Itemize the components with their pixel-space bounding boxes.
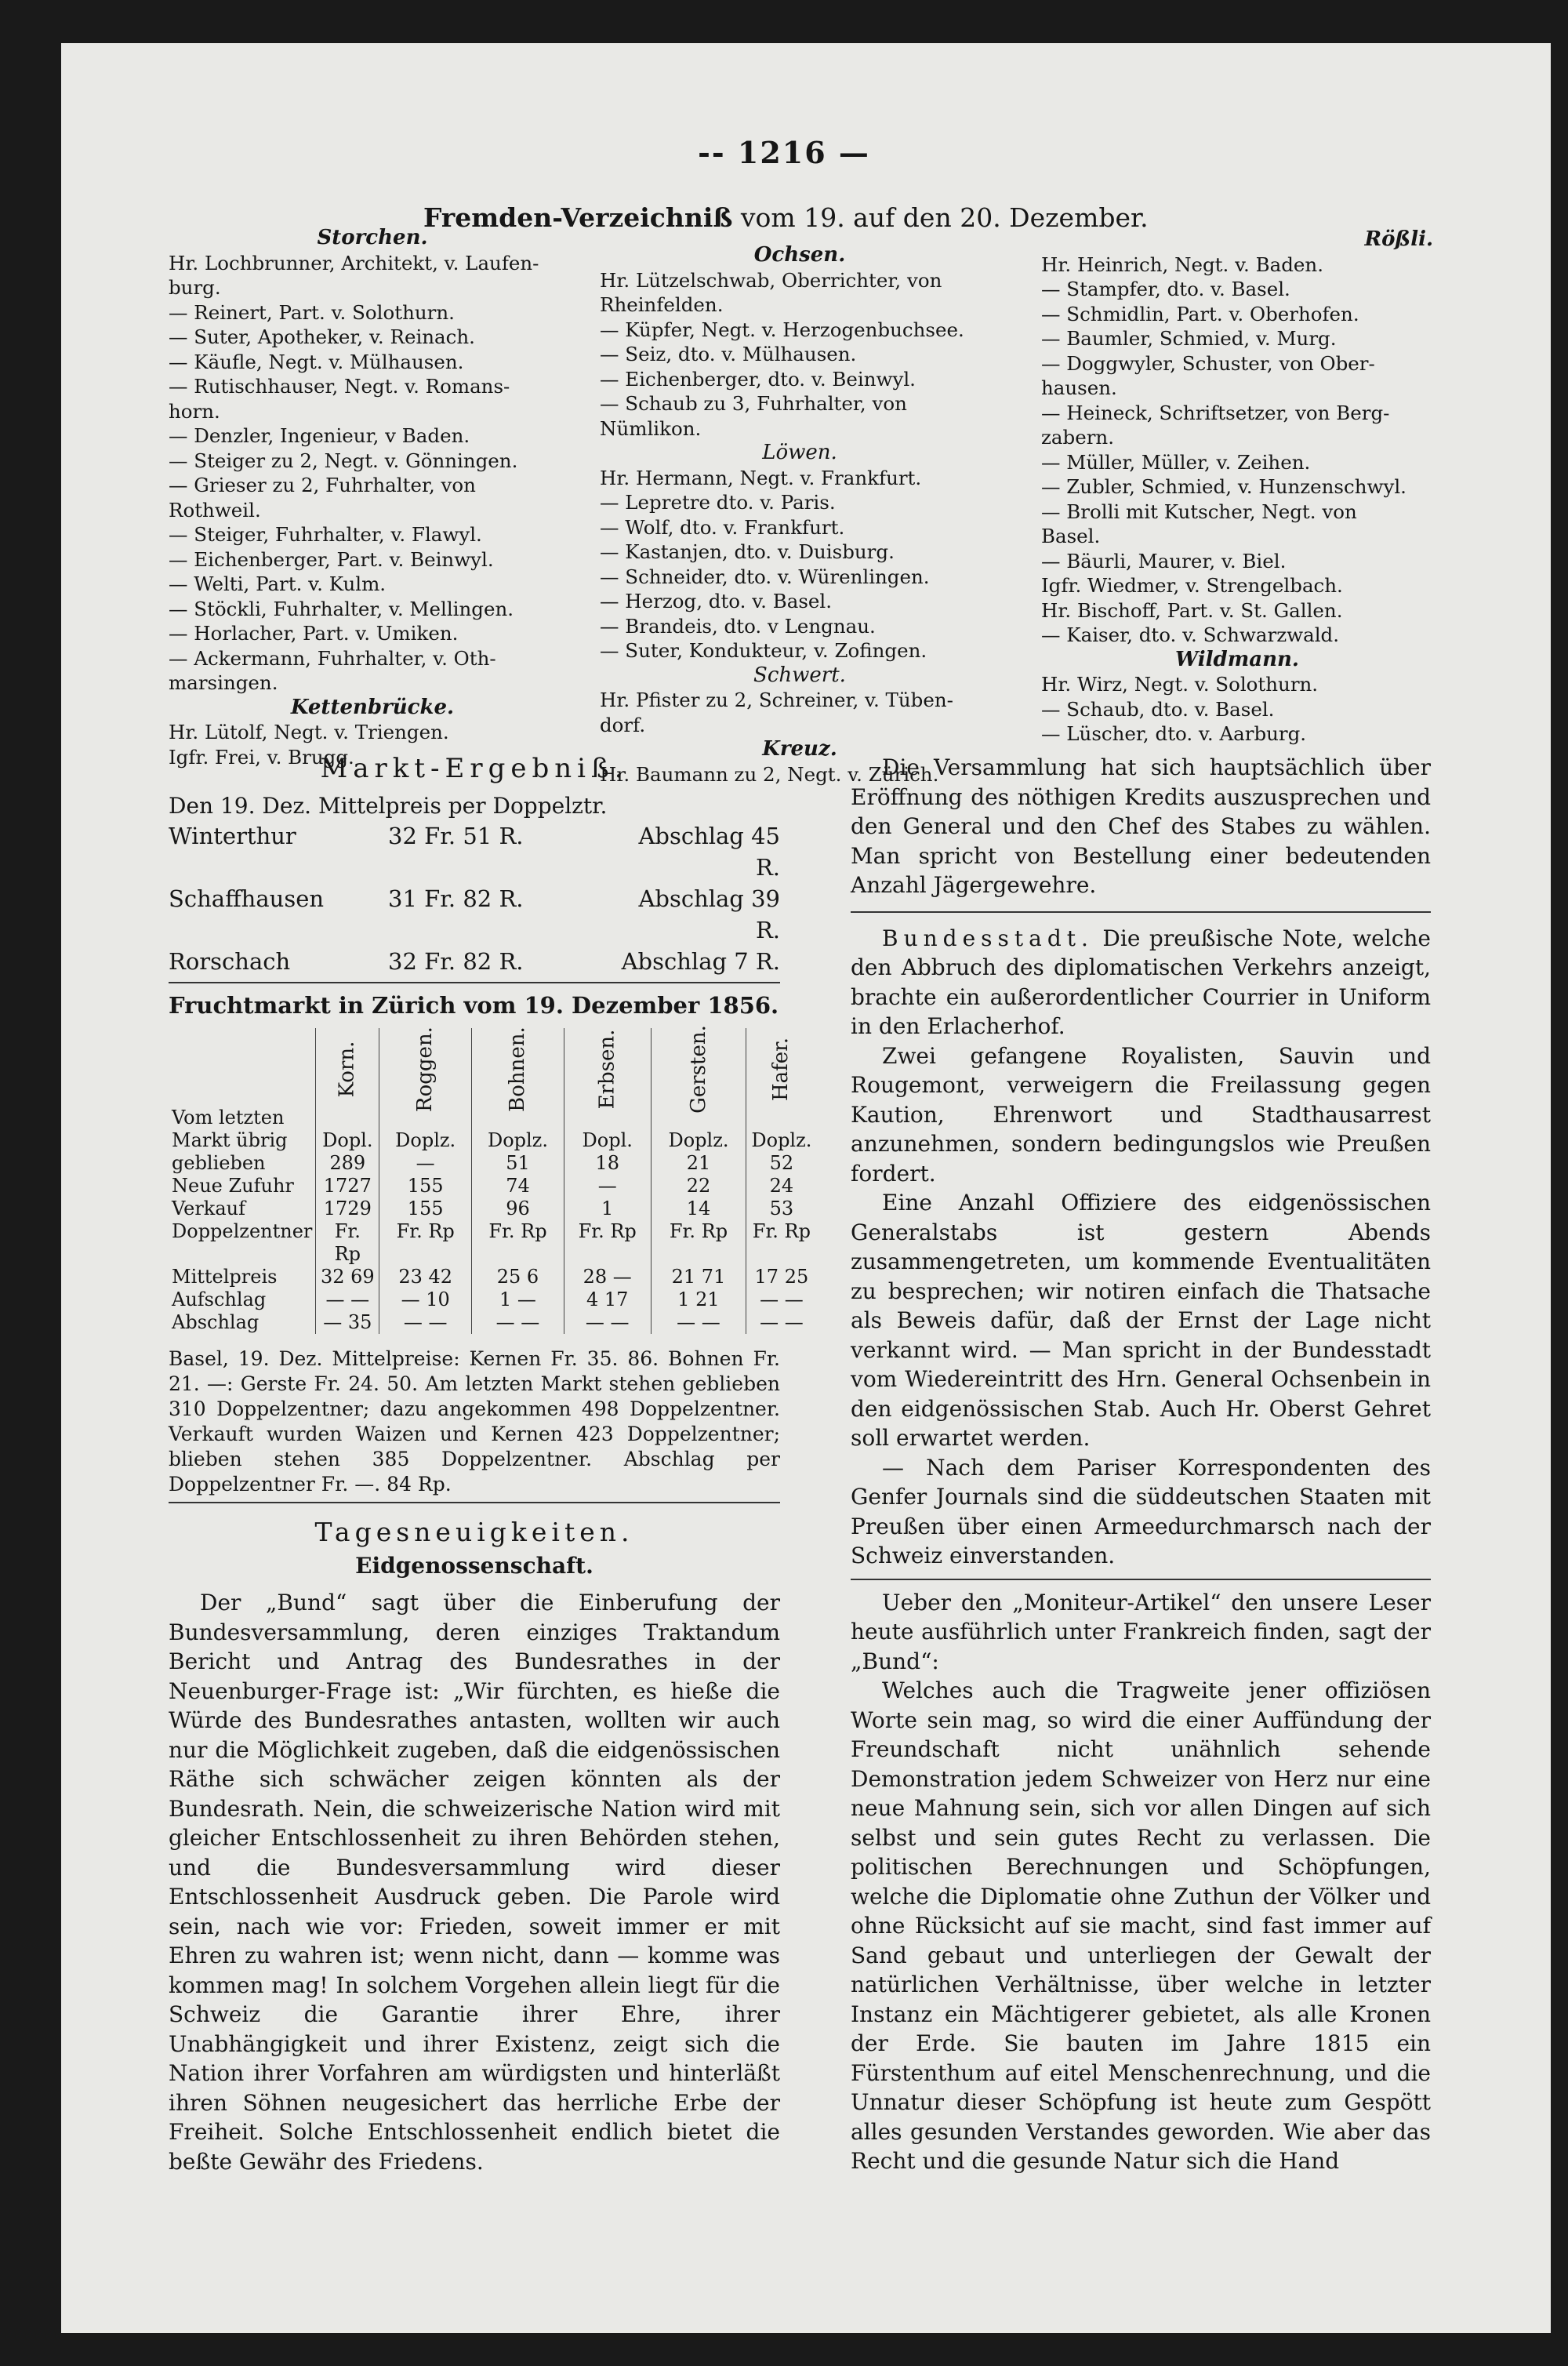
table-row bbox=[169, 1220, 816, 1266]
list-loewen bbox=[600, 466, 1000, 663]
markt-place: Schaffhausen bbox=[169, 885, 325, 912]
markt-price: 32 Fr. 82 R. bbox=[388, 948, 524, 975]
row-label: geblieben bbox=[172, 1152, 266, 1174]
markt-row bbox=[169, 946, 780, 977]
table-cell: — — bbox=[746, 1288, 817, 1311]
paragraph: Welches auch die Tragweite jener offiziösen Worte sein mag, so wird die einer Auffündung der Freundschaft nicht unähnlich sehende Demonstration jedem Schweizer von Herz nur eine neue Mahnung sein, sich vor allen Dingen auf sich selbst und sein gutes Recht zu verlassen. Die politischen Berechnungen und Schöpfungen, welche die Diplomatie ohne Zuthun der Völker und ohne Rücksicht auf sie macht, sind fast immer auf Sand gebaut und unterliegen der Gewalt der natürlichen Verhältnisse, über welche in letzter Instanz ein Mächtigerer gebietet, als alle Kronen der Erde. Sie bauten im Jahre 1815 ein Fürstenthum auf eitel Menschenrechnung, und die Unnatur dieser Schöpfung ist heute zum Gespött alles gesunden Verstandes geworden. Wie aber das Recht und die gesunde Natur sich die Hand bbox=[851, 1677, 1431, 2174]
table-row bbox=[169, 1198, 816, 1220]
column-header: Bohnen. bbox=[505, 1027, 529, 1112]
register-entry: — Rutischhauser, Negt. v. Romans- bbox=[169, 375, 510, 398]
table-cell: Fr. Rp bbox=[316, 1220, 379, 1266]
register-entry: Hr. Wirz, Negt. v. Solothurn. bbox=[1041, 673, 1319, 696]
markt-note: Abschlag 39 R. bbox=[638, 885, 780, 943]
list-ochsen bbox=[600, 268, 1000, 442]
table-cell: Fr. Rp bbox=[564, 1220, 651, 1266]
register-entry: burg. bbox=[169, 276, 221, 299]
register-entry: Hr. Heinrich, Negt. v. Baden. bbox=[1041, 253, 1323, 276]
register-entry: Igfr. Frei, v. Brugg. bbox=[169, 745, 354, 769]
paragraph bbox=[851, 924, 1431, 1041]
markt-intro: Den 19. Dez. Mittelpreis per Doppelztr. bbox=[169, 793, 608, 819]
table-cell: Fr. Rp bbox=[379, 1220, 472, 1266]
table-cell: 1 bbox=[564, 1198, 651, 1220]
register-entry: — Baumler, Schmied, v. Murg. bbox=[1041, 327, 1337, 350]
register-entry: — Lüscher, dto. v. Aarburg. bbox=[1041, 722, 1307, 745]
frucht-table bbox=[169, 1025, 816, 1334]
heading-storchen: Storchen. bbox=[317, 226, 428, 249]
register-entry: — Stampfer, dto. v. Basel. bbox=[1041, 278, 1290, 300]
register-entry: Nümlikon. bbox=[600, 416, 702, 440]
register-entry: — Heineck, Schriftsetzer, von Berg- bbox=[1041, 401, 1390, 424]
list-schwert bbox=[600, 688, 1000, 737]
table-row bbox=[169, 1266, 816, 1288]
table-row bbox=[169, 1175, 816, 1198]
register-entry: — Schaub, dto. v. Basel. bbox=[1041, 697, 1275, 721]
register-entry: Hr. Lütolf, Negt. v. Triengen. bbox=[169, 721, 449, 743]
table-cell: 14 bbox=[651, 1198, 746, 1220]
register-entry: — Kastanjen, dto. v. Duisburg. bbox=[600, 540, 895, 563]
register-entry: Basel. bbox=[1041, 525, 1101, 547]
row-label: Vom letzten bbox=[172, 1107, 285, 1128]
table-cell: Doplz. bbox=[651, 1129, 746, 1152]
row-label: Abschlag bbox=[172, 1311, 260, 1333]
news-paragraph: Der „Bund“ sagt über die Einberufung der Bundesversammlung, deren einziges Traktandum Bericht und Antrag des Bundesrathes in der Neuenburger-Frage ist: „Wir fürchten, es hieße die Würde des Bundesrathes antasten, wollten wir auch nur die Möglichkeit zugeben, daß die eidgenössischen Räthe sich schwächer zeigen könnten als der Bundesrath. Nein, die schweizerische Nation wird mit gleicher Entschlossenheit zu ihren Behörden stehen, und die Bundesversammlung wird dieser Entschlossenheit Ausdruck geben. Die Parole wird sein, nach wie vor: Frieden, soweit immer er mit Ehren zu wahren ist; wenn nicht, dann — komme was kommen mag! In solchem Vorgehen allein liegt für die Schweiz die Garantie ihrer Ehre, ihrer Unabhängigkeit und ihrer Existenz, zeigt sich die Nation ihrer Vorfahren am würdigsten und hinterläßt ihren Söhnen neugesichert das herrliche Erbe der Freiheit. Solche Entschlossenheit endlich bietet die beßte Gewähr des Friedens. bbox=[169, 1590, 780, 2175]
table-cell: — — bbox=[651, 1311, 746, 1334]
table-cell: 52 bbox=[746, 1152, 817, 1175]
markt-note: Abschlag 7 R. bbox=[621, 948, 780, 975]
paragraph: — Nach dem Pariser Korrespondenten des Genfer Journals sind die süddeutschen Staaten mit Preußen über einen Armeedurchmarsch nach der Schweiz einverstanden. bbox=[851, 1454, 1431, 1568]
register-entry: — Kaiser, dto. v. Schwarzwald. bbox=[1041, 623, 1340, 646]
table-cell: 4 17 bbox=[564, 1288, 651, 1311]
divider bbox=[851, 911, 1431, 913]
column-header: Erbsen. bbox=[595, 1029, 619, 1110]
table-cell: 96 bbox=[472, 1198, 564, 1220]
heading-roessli: Rößli. bbox=[1364, 227, 1433, 251]
table-cell: — bbox=[564, 1175, 651, 1198]
paragraph: Die Versammlung hat sich hauptsächlich über Eröffnung des nöthigen Kredits auszusprechen und den General und den Chef des Stabes zu wählen. Man spricht von Bestellung einer bedeutenden Anzahl Jägergewehre. bbox=[851, 754, 1431, 898]
register-title-bold: Fremden-Verzeichniß bbox=[423, 202, 733, 233]
register-entry: Hr. Lützelschwab, Oberrichter, von bbox=[600, 268, 942, 292]
row-label: Verkauf bbox=[172, 1198, 245, 1219]
table-cell: 155 bbox=[379, 1175, 472, 1198]
column-header: Gersten. bbox=[686, 1025, 710, 1114]
column-roessli bbox=[1041, 227, 1433, 747]
register-entry: dorf. bbox=[600, 713, 646, 736]
paragraph: Eine Anzahl Offiziere des eidgenössischen Generalstabs ist gestern Abends zusammengetreten, um kommende Eventualitäten zu besprechen; wir notiren einfach die Thatsache als Beweis dafür, daß der Ernst der Lage nicht verkannt wird. — Man spricht in der Bundesstadt vom Wiedereintritt des Hrn. General Ochsenbein in den eidgenössischen Stab. Auch Hr. Oberst Gehret soll erwartet werden. bbox=[851, 1190, 1431, 1451]
list-wildmann bbox=[1041, 672, 1433, 747]
row-label: Neue Zufuhr bbox=[172, 1175, 294, 1197]
register-entry: — Steiger, Fuhrhalter, v. Flawyl. bbox=[169, 523, 482, 546]
register-entry: — Stöckli, Fuhrhalter, v. Mellingen. bbox=[169, 597, 514, 620]
register-entry: — Schaub zu 3, Fuhrhalter, von bbox=[600, 392, 907, 415]
table-cell: 25 6 bbox=[472, 1266, 564, 1288]
frucht-heading: Fruchtmarkt in Zürich vom 19. Dezember 1856. bbox=[169, 992, 779, 1019]
register-entry: horn. bbox=[169, 399, 220, 423]
table-cell: 53 bbox=[746, 1198, 817, 1220]
table-cell: 32 69 bbox=[316, 1266, 379, 1288]
left-column bbox=[169, 753, 812, 2176]
register-entry: Igfr. Wiedmer, v. Strengelbach. bbox=[1041, 574, 1343, 597]
table-cell: 1 — bbox=[472, 1288, 564, 1311]
heading-loewen: Löwen. bbox=[762, 441, 837, 464]
table-cell: 1727 bbox=[316, 1175, 379, 1198]
list-storchen bbox=[169, 251, 576, 696]
register-entry: — Steiger zu 2, Negt. v. Gönningen. bbox=[169, 449, 518, 472]
divider bbox=[169, 1502, 780, 1503]
table-cell bbox=[316, 1107, 379, 1129]
table-cell: 18 bbox=[564, 1152, 651, 1175]
markt-place: Winterthur bbox=[169, 823, 296, 849]
table-cell: 1729 bbox=[316, 1198, 379, 1220]
table-cell: — — bbox=[746, 1311, 817, 1334]
table-cell: 289 bbox=[316, 1152, 379, 1175]
table-cell: 22 bbox=[651, 1175, 746, 1198]
table-cell bbox=[746, 1107, 817, 1129]
table-cell: — — bbox=[472, 1311, 564, 1334]
markt-note: Abschlag 45 R. bbox=[638, 823, 780, 881]
heading-ochsen: Ochsen. bbox=[753, 243, 846, 267]
register-entry: — Schmidlin, Part. v. Oberhofen. bbox=[1041, 302, 1359, 325]
column-header: Roggen. bbox=[413, 1027, 437, 1112]
register-entry: — Grieser zu 2, Fuhrhalter, von bbox=[169, 474, 476, 496]
register-entry: — Zubler, Schmied, v. Hunzenschwyl. bbox=[1041, 475, 1406, 498]
register-entry: Hr. Lochbrunner, Architekt, v. Laufen- bbox=[169, 251, 539, 274]
register-entry: — Welti, Part. v. Kulm. bbox=[169, 572, 387, 595]
row-label: Doppelzentner bbox=[172, 1220, 313, 1242]
markt-row bbox=[169, 883, 780, 946]
basel-report: Basel, 19. Dez. Mittelpreise: Kernen Fr. 35. 86. Bohnen Fr. 21. —: Gerste Fr. 24. 50. Am letzten Markt stehen geblieben 310 Doppelzentner; dazu angekommen 498 Doppelzentner. Verkauft wurden Waizen und Kernen 423 Doppelzentner; blieben stehen 385 Doppelzentner. Abschlag per Doppelzentner Fr. —. 84 Rp. bbox=[169, 1347, 780, 1496]
markt-row bbox=[169, 820, 780, 883]
table-cell: Fr. Rp bbox=[472, 1220, 564, 1266]
register-entry: — Brolli mit Kutscher, Negt. von bbox=[1041, 500, 1357, 523]
table-cell: 17 25 bbox=[746, 1266, 817, 1288]
column-header: Korn. bbox=[335, 1041, 359, 1098]
register-entry: Hr. Hermann, Negt. v. Frankfurt. bbox=[600, 466, 922, 489]
column-storchen bbox=[169, 226, 576, 769]
register-entry: hausen. bbox=[1041, 376, 1117, 399]
register-entry: Hr. Pfister zu 2, Schreiner, v. Tüben- bbox=[600, 689, 953, 711]
table-row bbox=[169, 1129, 816, 1152]
register-entry: — Käufle, Negt. v. Mülhausen. bbox=[169, 350, 464, 373]
column-header: Hafer. bbox=[769, 1037, 793, 1102]
markt-place: Rorschach bbox=[169, 948, 291, 975]
table-cell: 74 bbox=[472, 1175, 564, 1198]
register-entry: marsingen. bbox=[169, 671, 278, 694]
register-entry: — Reinert, Part. v. Solothurn. bbox=[169, 300, 455, 324]
register-entry: — Horlacher, Part. v. Umiken. bbox=[169, 622, 459, 645]
table-cell: 21 71 bbox=[651, 1266, 746, 1288]
table-cell: 23 42 bbox=[379, 1266, 472, 1288]
table-cell: 51 bbox=[472, 1152, 564, 1175]
table-cell: 21 bbox=[651, 1152, 746, 1175]
table-cell: Fr. Rp bbox=[651, 1220, 746, 1266]
register-entry: — Schneider, dto. v. Würenlingen. bbox=[600, 565, 930, 588]
register-entry: — Lepretre dto. v. Paris. bbox=[600, 491, 836, 514]
register-entry: — Seiz, dto. v. Mülhausen. bbox=[600, 343, 857, 365]
table-cell: — 10 bbox=[379, 1288, 472, 1311]
register-entry: — Suter, Kondukteur, v. Zofingen. bbox=[600, 639, 927, 662]
markt-heading: Markt-Ergebniß. bbox=[320, 753, 629, 784]
news-heading: Tagesneuigkeiten. bbox=[314, 1517, 634, 1547]
register-entry: zabern. bbox=[1041, 426, 1114, 449]
register-entry: — Küpfer, Negt. v. Herzogenbuchsee. bbox=[600, 318, 964, 341]
register-entry: — Eichenberger, dto. v. Beinwyl. bbox=[600, 367, 916, 391]
table-cell: — — bbox=[564, 1311, 651, 1334]
paragraph: Zwei gefangene Royalisten, Sauvin und Rougemont, verweigern die Freilassung gegen Kaution, Ehrenwort und Stadthausarrest anzunehmen, sondern bedingungslos wie Preußen fordert. bbox=[851, 1042, 1431, 1187]
table-cell: 28 — bbox=[564, 1266, 651, 1288]
markt-price: 31 Fr. 82 R. bbox=[388, 885, 524, 912]
register-entry: — Wolf, dto. v. Frankfurt. bbox=[600, 515, 845, 539]
register-entry: Rothweil. bbox=[169, 498, 261, 522]
heading-wildmann: Wildmann. bbox=[1175, 647, 1299, 671]
row-label: Aufschlag bbox=[172, 1288, 267, 1310]
table-row bbox=[169, 1107, 816, 1129]
register-entry: — Suter, Apotheker, v. Reinach. bbox=[169, 325, 475, 348]
table-cell bbox=[564, 1107, 651, 1129]
register-entry: — Herzog, dto. v. Basel. bbox=[600, 590, 833, 612]
table-cell: Fr. Rp bbox=[746, 1220, 817, 1266]
markt-rows bbox=[169, 820, 780, 977]
table-cell: 24 bbox=[746, 1175, 817, 1198]
bundesstadt-lead: Bundesstadt. bbox=[882, 925, 1094, 951]
column-ochsen bbox=[600, 243, 1000, 787]
register-entry: — Bäurli, Maurer, v. Biel. bbox=[1041, 549, 1287, 572]
register-title-rest: vom 19. auf den 20. Dezember. bbox=[732, 202, 1149, 233]
register-entry: — Ackermann, Fuhrhalter, v. Oth- bbox=[169, 646, 496, 670]
heading-schwert: Schwert. bbox=[753, 663, 846, 687]
register-entry: — Müller, Müller, v. Zeihen. bbox=[1041, 450, 1311, 474]
table-cell: Dopl. bbox=[564, 1129, 651, 1152]
register-entry: — Doggwyler, Schuster, von Ober- bbox=[1041, 351, 1375, 375]
table-cell: Doplz. bbox=[746, 1129, 817, 1152]
table-row bbox=[169, 1288, 816, 1311]
table-cell: — bbox=[379, 1152, 472, 1175]
table-cell: Doplz. bbox=[379, 1129, 472, 1152]
heading-kreuz: Kreuz. bbox=[762, 737, 837, 761]
table-cell: Dopl. bbox=[316, 1129, 379, 1152]
row-label: Mittelpreis bbox=[172, 1266, 278, 1288]
paragraph-text: Die preußische Note, welche den Abbruch des diplomatischen Verkehrs anzeigt, brachte ein außerordentlicher Courrier in Uniform in den Erlacherhof. bbox=[851, 925, 1431, 1039]
register-entry: Hr. Bischoff, Part. v. St. Gallen. bbox=[1041, 598, 1343, 622]
divider bbox=[851, 1579, 1431, 1580]
table-cell: — 35 bbox=[316, 1311, 379, 1334]
table-cell: 155 bbox=[379, 1198, 472, 1220]
register-entry: — Eichenberger, Part. v. Beinwyl. bbox=[169, 547, 494, 571]
row-label: Markt übrig bbox=[172, 1129, 288, 1151]
register-entry: Hr. Baumann zu 2, Negt. v. Zürich. bbox=[600, 762, 939, 786]
table-cell: — — bbox=[316, 1288, 379, 1311]
table-cell: — — bbox=[379, 1311, 472, 1334]
table-row bbox=[169, 1152, 816, 1175]
register-entry: — Denzler, Ingenieur, v Baden. bbox=[169, 424, 470, 447]
heading-kettenbruecke: Kettenbrücke. bbox=[290, 695, 455, 719]
markt-price: 32 Fr. 51 R. bbox=[388, 823, 524, 849]
news-subheading: Eidgenossenschaft. bbox=[355, 1553, 593, 1579]
table-row bbox=[169, 1311, 816, 1334]
page-number: -- 1216 — bbox=[698, 135, 870, 170]
divider bbox=[169, 982, 780, 983]
register-entry: Rheinfelden. bbox=[600, 293, 724, 316]
right-column bbox=[851, 753, 1431, 2176]
table-cell: Doplz. bbox=[472, 1129, 564, 1152]
register-entry: — Brandeis, dto. v Lengnau. bbox=[600, 614, 876, 638]
paragraph: Ueber den „Moniteur-Artikel“ den unsere Leser heute ausführlich unter Frankreich finden, sagt der „Bund“: bbox=[851, 1589, 1431, 1674]
list-roessli bbox=[1041, 253, 1433, 648]
table-cell: 1 21 bbox=[651, 1288, 746, 1311]
